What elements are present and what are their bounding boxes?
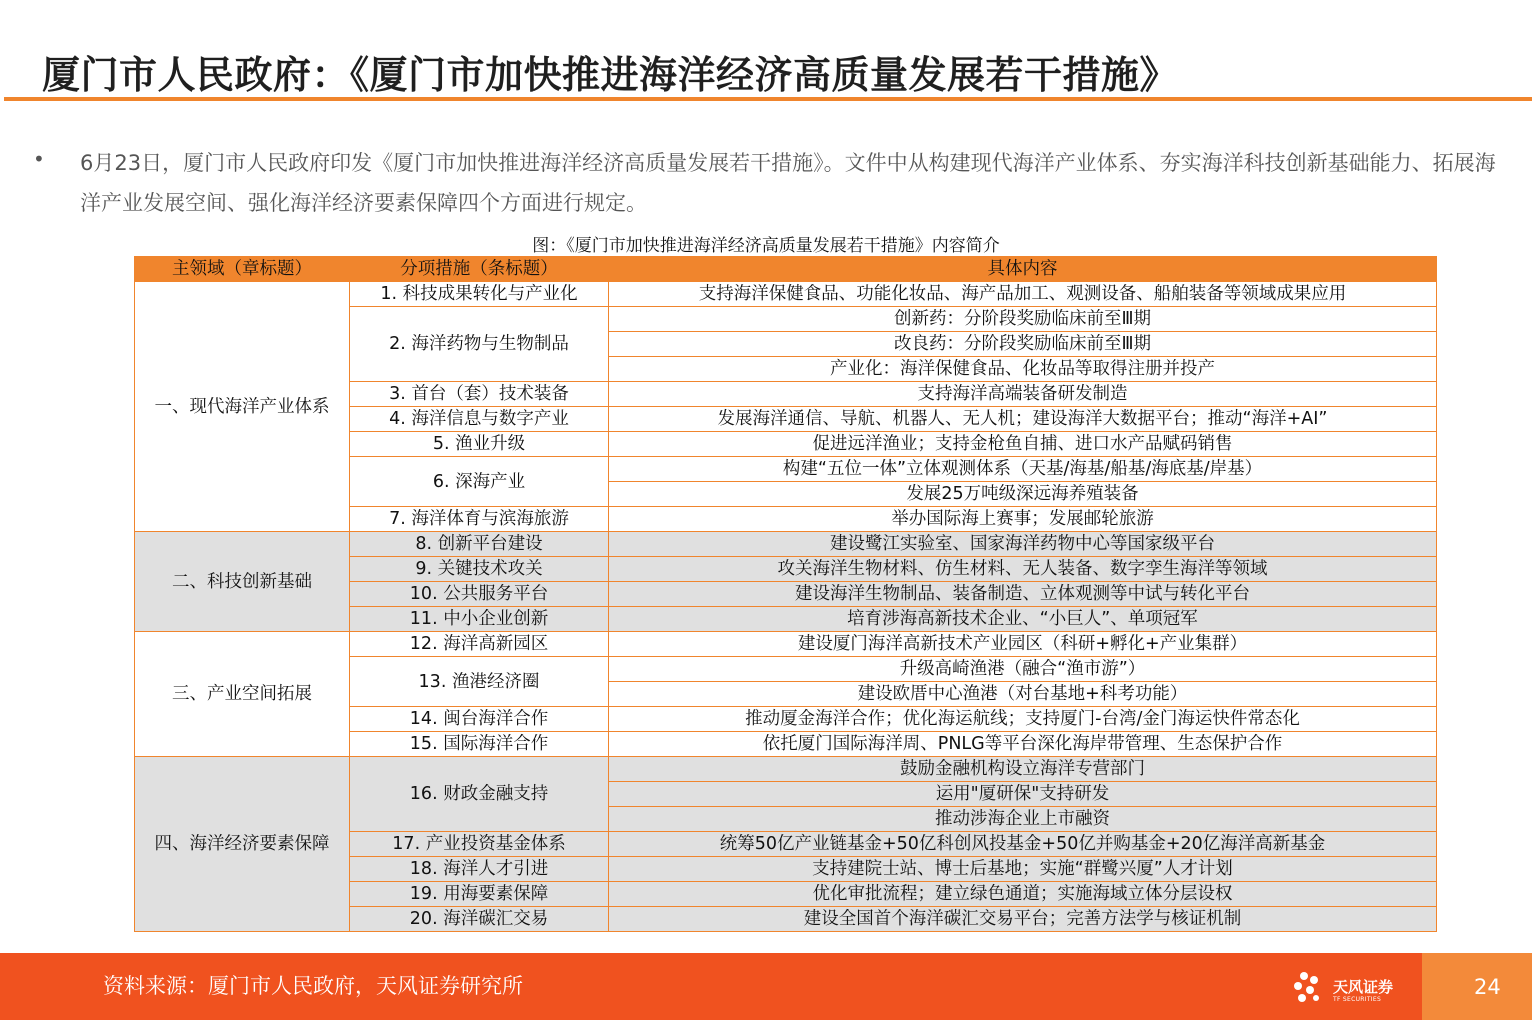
title-divider	[4, 97, 1532, 101]
measure-cell: 9. 关键技术攻关	[350, 557, 609, 582]
table-row	[135, 632, 1437, 657]
source-note: 资料来源：厦门市人民政府，天风证券研究所	[103, 974, 523, 998]
measure-cell: 17. 产业投资基金体系	[350, 832, 609, 857]
content-cell: 发展25万吨级深远海养殖装备	[609, 482, 1437, 507]
content-cell: 创新药：分阶段奖励临床前至Ⅲ期	[609, 307, 1437, 332]
measure-cell: 19. 用海要素保障	[350, 882, 609, 907]
measure-cell: 4. 海洋信息与数字产业	[350, 407, 609, 432]
measure-cell: 20. 海洋碳汇交易	[350, 907, 609, 932]
content-cell: 建设欧厝中心渔港（对台基地+科考功能）	[609, 682, 1437, 707]
logo-subtitle: TF SECURITIES	[1333, 996, 1382, 1003]
content-cell: 培育涉海高新技术企业、“小巨人”、单项冠军	[609, 607, 1437, 632]
page-title: 厦门市人民政府：《厦门市加快推进海洋经济高质量发展若干措施》	[42, 53, 1179, 97]
measure-cell: 5. 渔业升级	[350, 432, 609, 457]
content-cell: 举办国际海上赛事；发展邮轮旅游	[609, 507, 1437, 532]
column-header-measure: 分项措施（条标题）	[350, 257, 609, 282]
content-cell: 推动涉海企业上市融资	[609, 807, 1437, 832]
measure-cell: 16. 财政金融支持	[350, 757, 609, 832]
content-cell: 鼓励金融机构设立海洋专营部门	[609, 757, 1437, 782]
measure-cell: 1. 科技成果转化与产业化	[350, 282, 609, 307]
domain-cell: 三、产业空间拓展	[135, 632, 350, 757]
domain-cell: 四、海洋经济要素保障	[135, 757, 350, 932]
content-cell: 升级高崎渔港（融合“渔市游”）	[609, 657, 1437, 682]
bullet-paragraph: 6月23日，厦门市人民政府印发《厦门市加快推进海洋经济高质量发展若干措施》。文件中从构建现代海洋产业体系、夯实海洋科技创新基础能力、拓展海洋产业发展空间、强化海洋经济要素保障四个方面进行规定。	[80, 151, 1496, 215]
measure-cell: 6. 深海产业	[350, 457, 609, 507]
column-header-domain: 主领域（章标题）	[135, 257, 350, 282]
measure-cell: 2. 海洋药物与生物制品	[350, 307, 609, 382]
content-cell: 建设全国首个海洋碳汇交易平台；完善方法学与核证机制	[609, 907, 1437, 932]
content-cell: 建设海洋生物制品、装备制造、立体观测等中试与转化平台	[609, 582, 1437, 607]
page-number: 24	[1474, 975, 1501, 999]
content-cell: 发展海洋通信、导航、机器人、无人机；建设海洋大数据平台；推动“海洋+AI”	[609, 407, 1437, 432]
content-cell: 促进远洋渔业；支持金枪鱼自捕、进口水产品赋码销售	[609, 432, 1437, 457]
table-row	[135, 532, 1437, 557]
measure-cell: 15. 国际海洋合作	[350, 732, 609, 757]
measure-cell: 13. 渔港经济圈	[350, 657, 609, 707]
content-cell: 支持海洋高端装备研发制造	[609, 382, 1437, 407]
table-row	[135, 757, 1437, 782]
measure-cell: 3. 首台（套）技术装备	[350, 382, 609, 407]
measure-cell: 11. 中小企业创新	[350, 607, 609, 632]
measure-cell: 14. 闽台海洋合作	[350, 707, 609, 732]
measure-cell: 18. 海洋人才引进	[350, 857, 609, 882]
content-cell: 建设厦门海洋高新技术产业园区（科研+孵化+产业集群）	[609, 632, 1437, 657]
measure-cell: 8. 创新平台建设	[350, 532, 609, 557]
figure-caption: 图：《厦门市加快推进海洋经济高质量发展若干措施》内容简介	[532, 236, 1000, 256]
domain-cell: 二、科技创新基础	[135, 532, 350, 632]
content-cell: 改良药：分阶段奖励临床前至Ⅲ期	[609, 332, 1437, 357]
measure-cell: 12. 海洋高新园区	[350, 632, 609, 657]
content-cell: 建设鹭江实验室、国家海洋药物中心等国家级平台	[609, 532, 1437, 557]
content-cell: 运用"厦研保"支持研发	[609, 782, 1437, 807]
measures-table	[134, 256, 1437, 932]
content-cell: 产业化：海洋保健食品、化妆品等取得注册并投产	[609, 357, 1437, 382]
logo-name: 天风证券	[1333, 978, 1394, 996]
measure-cell: 10. 公共服务平台	[350, 582, 609, 607]
content-cell: 攻关海洋生物材料、仿生材料、无人装备、数字孪生海洋等领域	[609, 557, 1437, 582]
content-cell: 构建“五位一体”立体观测体系（天基/海基/船基/海底基/岸基）	[609, 457, 1437, 482]
table-header-row	[135, 257, 1437, 282]
table-row	[135, 282, 1437, 307]
content-cell: 推动厦金海洋合作；优化海运航线；支持厦门-台湾/金门海运快件常态化	[609, 707, 1437, 732]
column-header-content: 具体内容	[609, 257, 1437, 282]
content-cell: 支持建院士站、博士后基地；实施“群鹭兴厦”人才计划	[609, 857, 1437, 882]
content-cell: 支持海洋保健食品、功能化妆品、海产品加工、观测设备、船舶装备等领域成果应用	[609, 282, 1437, 307]
domain-cell: 一、现代海洋产业体系	[135, 282, 350, 532]
content-cell: 优化审批流程；建立绿色通道；实施海域立体分层设权	[609, 882, 1437, 907]
content-cell: 统筹50亿产业链基金+50亿科创风投基金+50亿并购基金+20亿海洋高新基金	[609, 832, 1437, 857]
measure-cell: 7. 海洋体育与滨海旅游	[350, 507, 609, 532]
content-cell: 依托厦门国际海洋周、PNLG等平台深化海岸带管理、生态保护合作	[609, 732, 1437, 757]
bullet-marker: •	[33, 147, 45, 171]
